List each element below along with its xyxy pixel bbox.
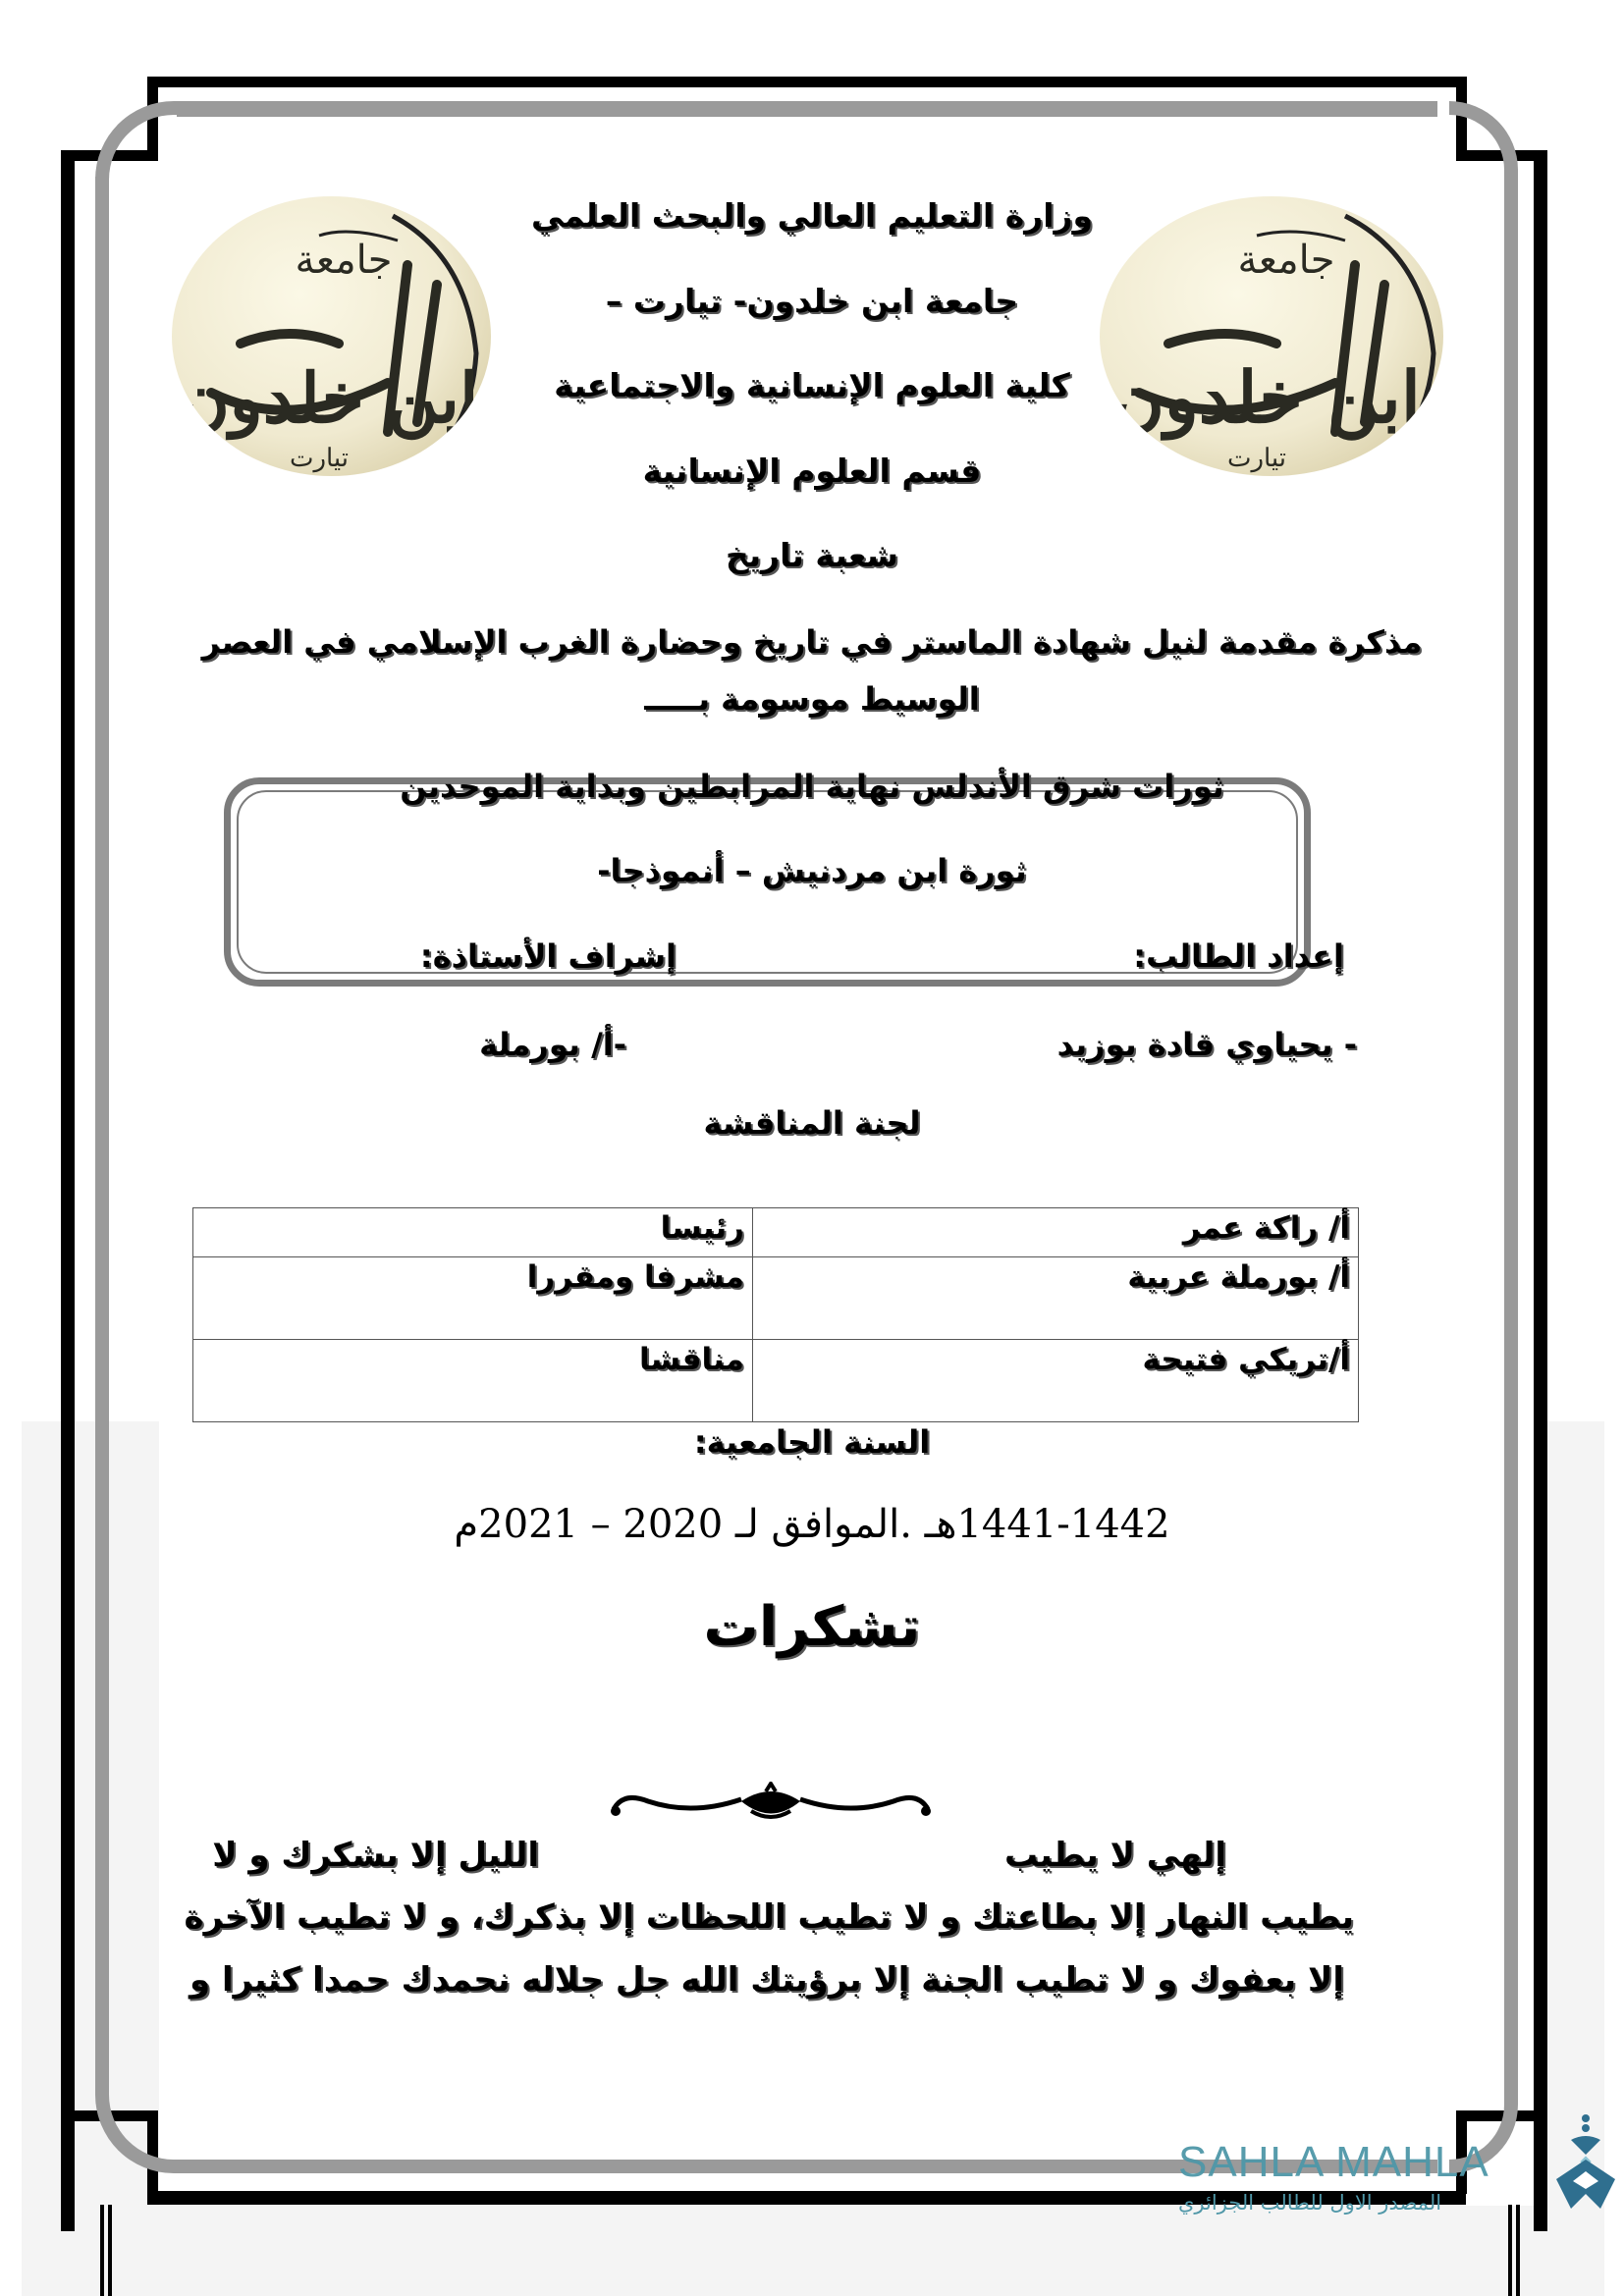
- committee-title: لجنة المناقشة: [703, 1104, 921, 1142]
- sahla-mahla-logo-icon: [1551, 2110, 1620, 2214]
- supervisor-label: إشراف الأستاذة:: [419, 937, 677, 975]
- university-name: جامعة ابن خلدون- تيارت –: [605, 282, 1019, 320]
- calligraphic-ornament-divider-icon: [604, 1782, 938, 1831]
- table-row: [193, 1340, 1359, 1422]
- academic-year-label: السنة الجامعية:: [693, 1423, 931, 1461]
- committee-member-role: رئيسا: [193, 1208, 753, 1257]
- table-row: [193, 1257, 1359, 1340]
- academic-year-value: 1441-1442هـ .الموافق لـ 2020 – 2021م: [454, 1502, 1170, 1547]
- svg-text:تيارت: تيارت: [289, 444, 350, 473]
- branch-name: شعبة تاريخ: [725, 536, 898, 574]
- svg-text:جامعة: جامعة: [1237, 238, 1335, 283]
- committee-member-role: مشرفا ومقررا: [193, 1257, 753, 1340]
- ibn-khaldoun-university-emblem-icon: [172, 196, 491, 476]
- thesis-subtitle: ثورة ابن مردنيش – أنموذجا-: [597, 852, 1027, 889]
- thesis-title: ثورات شرق الأندلس نهاية المرابطين وبداية الموحدين: [400, 768, 1224, 805]
- svg-text:جامعة: جامعة: [295, 238, 393, 283]
- faculty-name: كلية العلوم الإنسانية والاجتماعية: [554, 366, 1070, 404]
- student-label: إعداد الطالب:: [1133, 937, 1344, 975]
- ibn-khaldoun-university-emblem-icon: [1100, 196, 1443, 476]
- university-logo-right: [1100, 196, 1443, 476]
- committee-member-name: أ/تريكي فتيحة: [753, 1340, 1359, 1422]
- watermark-brand: SAHLA MAHLA: [1178, 2138, 1489, 2186]
- university-logo-left: [172, 196, 491, 476]
- thanks-line1-left: الليل إلا بشكرك و لا: [212, 1836, 539, 1875]
- watermark-tagline: المصدر الاول للطالب الجزائري: [1178, 2191, 1442, 2215]
- student-name: - يحياوي قادة بوزيد: [1056, 1026, 1357, 1063]
- svg-text:ابن خلدون: ابن خلدون: [179, 357, 479, 439]
- thesis-intro-line2: الوسيط موسومة بـــــ: [644, 680, 980, 718]
- committee-member-name: أ/ راكة عمر: [753, 1208, 1359, 1257]
- thanks-line3: إلا بعفوك و لا تطيب الجنة إلا برؤيتك الله جل جلاله نحمدك حمدا كثيرا و: [189, 1960, 1344, 2000]
- ministry-name: وزارة التعليم العالي والبحث العلمي: [530, 196, 1094, 235]
- thanks-title: تشكرات: [703, 1595, 921, 1659]
- committee-table: [192, 1207, 1359, 1422]
- svg-text:ابن خلدون: ابن خلدون: [1112, 355, 1421, 439]
- thanks-line1-right: إلهي لا يطيب: [1003, 1836, 1226, 1875]
- svg-text:تيارت: تيارت: [1226, 444, 1287, 473]
- committee-member-role: مناقشا: [193, 1340, 753, 1422]
- committee-member-name: أ/ بورملة عربية: [753, 1257, 1359, 1340]
- table-row: [193, 1208, 1359, 1257]
- background-page-strip: [22, 2206, 1604, 2296]
- thanks-line2: يطيب النهار إلا بطاعتك و لا تطيب اللحظات إلا بذكرك، و لا تطيب الآخرة: [184, 1897, 1354, 1937]
- thesis-intro-line1: مذكرة مقدمة لنيل شهادة الماستر في تاريخ وحضارة الغرب الإسلامي في العصر: [201, 623, 1423, 661]
- department-name: قسم العلوم الإنسانية: [642, 452, 982, 490]
- supervisor-name: -أ/ بورملة: [479, 1026, 626, 1063]
